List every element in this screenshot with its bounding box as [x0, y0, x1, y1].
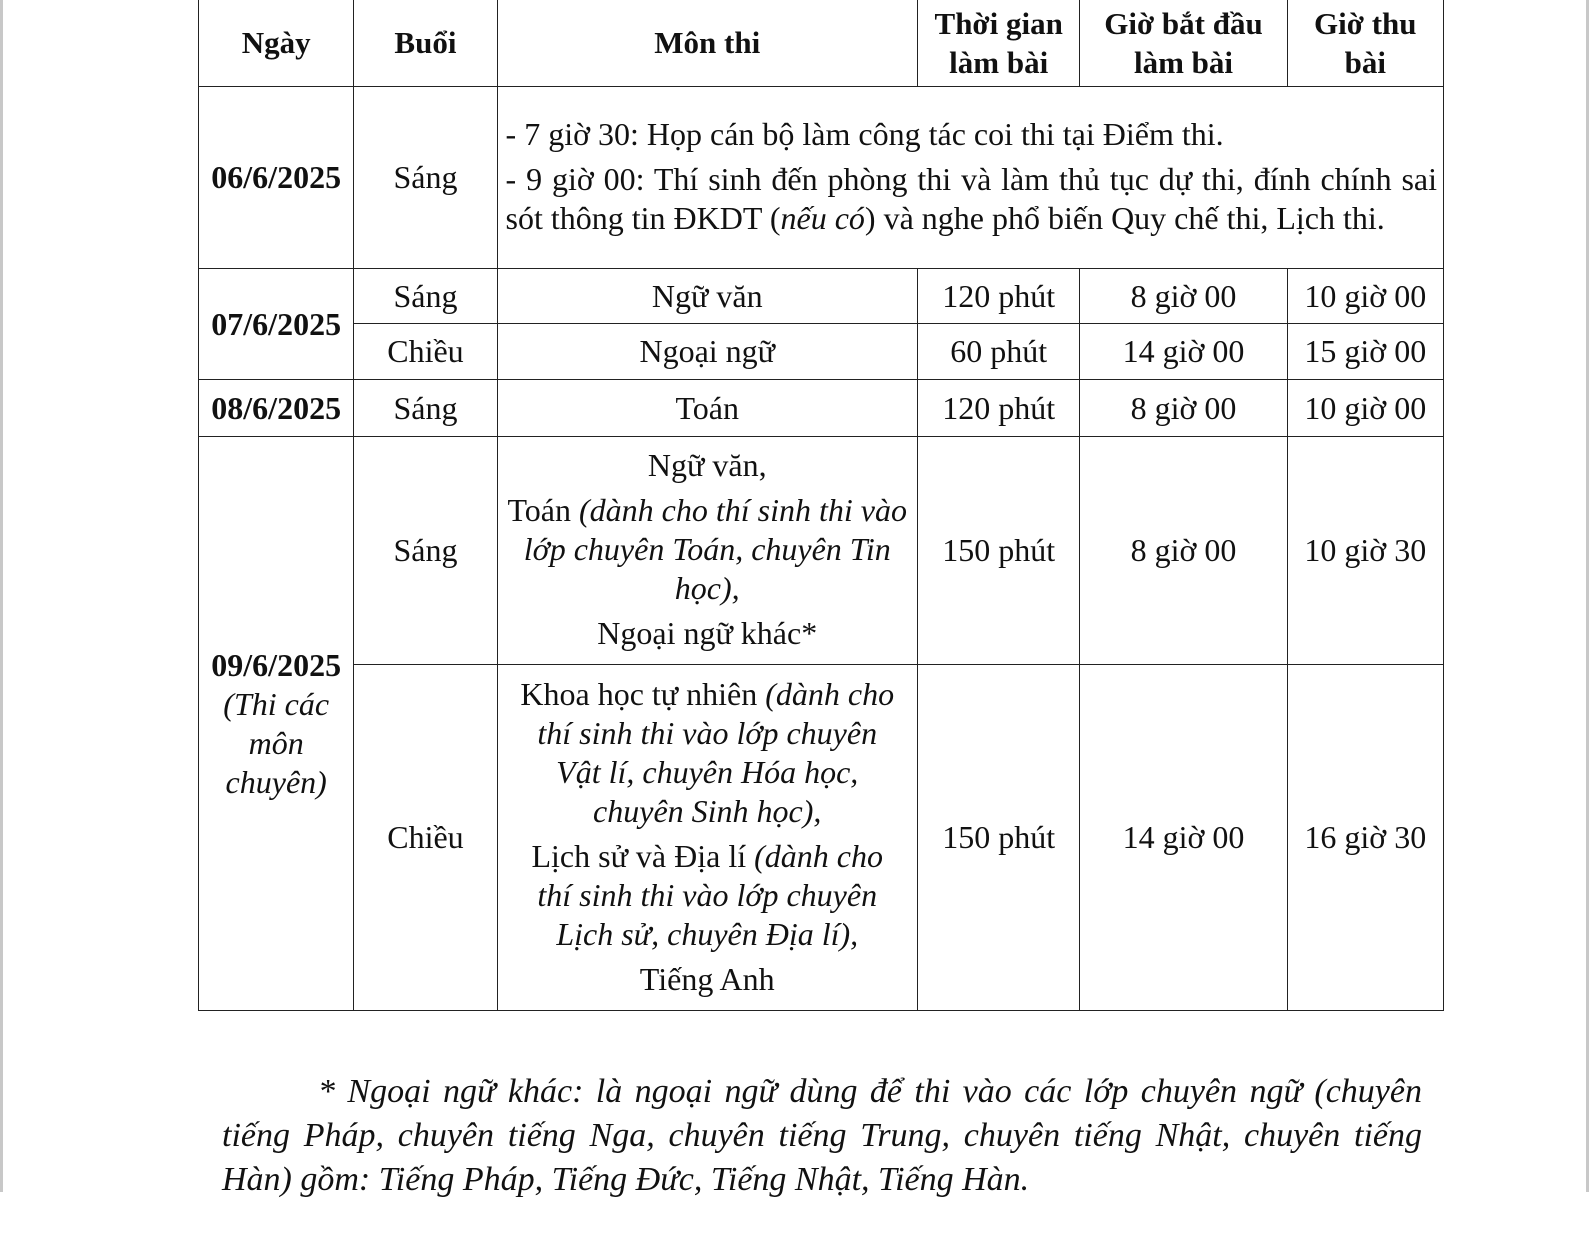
subject-ngu-van: Ngữ văn,: [647, 447, 767, 483]
header-gio-thu-bai-line1: Giờ thu: [1314, 5, 1417, 41]
date-cell: 06/6/2025: [199, 87, 354, 269]
subject-ls-dl-label: Lịch sử và Địa lí: [531, 837, 747, 874]
header-ngay: Ngày: [199, 0, 354, 87]
row1-notes: [497, 87, 1443, 269]
note-line-2-text-b: ) và nghe phổ biến Quy chế thi, Lịch thi.: [864, 200, 1385, 236]
header-mon-thi: Môn thi: [497, 0, 917, 87]
header-gio-thu-bai: [1287, 0, 1443, 87]
subject-cell: Toán: [497, 380, 917, 437]
session-cell: Sáng: [354, 269, 497, 324]
session-cell: Sáng: [354, 380, 497, 437]
subject-khtn-label: Khoa học tự nhiên: [520, 675, 758, 712]
session-cell: Sáng: [354, 437, 497, 665]
header-thoi-gian-line2: làm bài: [949, 44, 1049, 80]
row-07-6-afternoon: [199, 324, 1444, 380]
row-07-6-morning: [199, 269, 1444, 324]
header-thoi-gian: [917, 0, 1079, 87]
start-cell: 8 giờ 00: [1080, 380, 1287, 437]
header-gio-bat-dau: [1080, 0, 1287, 87]
header-thoi-gian-line1: Thời gian: [934, 5, 1063, 41]
start-cell: 8 giờ 00: [1080, 269, 1287, 324]
header-row: [199, 0, 1444, 87]
row-08-6: [199, 380, 1444, 437]
end-cell: 16 giờ 30: [1287, 665, 1443, 1011]
subject-tieng-anh: Tiếng Anh: [639, 960, 775, 997]
date-cell: 08/6/2025: [199, 380, 354, 437]
session-cell: Chiều: [354, 665, 497, 1011]
duration-cell: 120 phút: [917, 380, 1079, 437]
subject-toan-label: Toán: [507, 492, 571, 528]
subject-khtn: [520, 675, 895, 831]
subject-toan-note: (dành cho thí sinh thi vào lớp chuyên Toán, chuyên Tin học),: [523, 492, 907, 606]
note-line-2-text-a: - 9 giờ 00: Thí sinh đến phòng thi và làm thủ tục dự thi, đính chính sai sót thông tin ĐKDT (: [505, 161, 1437, 236]
header-gio-thu-bai-line2: bài: [1344, 44, 1386, 80]
subject-cell-morning: [497, 437, 917, 665]
subject-toan: [502, 491, 913, 608]
row-09-6-morning: [199, 437, 1444, 665]
duration-cell: 120 phút: [917, 269, 1079, 324]
note-line-2-italic: nếu có: [780, 200, 865, 236]
subject-cell: Ngữ văn: [497, 269, 917, 324]
end-cell: 10 giờ 00: [1287, 269, 1443, 324]
session-cell: Sáng: [354, 87, 497, 269]
note-line-2: [506, 160, 1437, 238]
duration-cell: 150 phút: [917, 665, 1079, 1011]
session-cell: Chiều: [354, 324, 497, 380]
start-cell: 8 giờ 00: [1080, 437, 1287, 665]
date-text: 09/6/2025: [211, 646, 342, 683]
subject-ngoai-ngu-khac: Ngoại ngữ khác*: [597, 615, 818, 651]
exam-schedule-table: [198, 0, 1444, 1011]
header-buoi: Buổi: [354, 0, 497, 87]
end-cell: 15 giờ 00: [1287, 324, 1443, 380]
row-09-6-afternoon: [199, 665, 1444, 1011]
subject-cell-afternoon: [497, 665, 917, 1011]
note-line-1: - 7 giờ 30: Họp cán bộ làm công tác coi thi tại Điểm thi.: [505, 116, 1224, 152]
date-note: (Thi các môn chuyên): [223, 685, 330, 800]
end-cell: 10 giờ 30: [1287, 437, 1443, 665]
footnote-block: [222, 1036, 1422, 1236]
footnote-text: * Ngoại ngữ khác: là ngoại ngữ dùng để thi vào các lớp chuyên ngữ (chuyên tiếng Pháp, chuyên tiếng Nga, chuyên tiếng Trung, chuyên tiếng Nhật, chuyên tiếng Hàn) gồm: Tiếng Pháp, Tiếng Đức, Tiếng Nhật, Tiếng Hàn.: [222, 1073, 1422, 1198]
end-cell: 10 giờ 00: [1287, 380, 1443, 437]
date-cell-09-6: [199, 437, 354, 1011]
subject-ls-dl-note: (dành cho thí sinh thi vào lớp chuyên Lịch sử, chuyên Địa lí),: [537, 837, 883, 952]
subject-ls-dl: [520, 837, 895, 954]
date-cell: 07/6/2025: [199, 269, 354, 380]
subject-khtn-note: (dành cho thí sinh thi vào lớp chuyên Vật lí, chuyên Hóa học, chuyên Sinh học),: [537, 675, 895, 829]
row-06-6: [199, 87, 1444, 269]
header-gio-bat-dau-line1: Giờ bắt đầu: [1104, 5, 1263, 41]
duration-cell: 60 phút: [917, 324, 1079, 380]
start-cell: 14 giờ 00: [1080, 665, 1287, 1011]
subject-cell: Ngoại ngữ: [497, 324, 917, 380]
start-cell: 14 giờ 00: [1080, 324, 1287, 380]
duration-cell: 150 phút: [917, 437, 1079, 665]
header-gio-bat-dau-line2: làm bài: [1133, 44, 1233, 80]
